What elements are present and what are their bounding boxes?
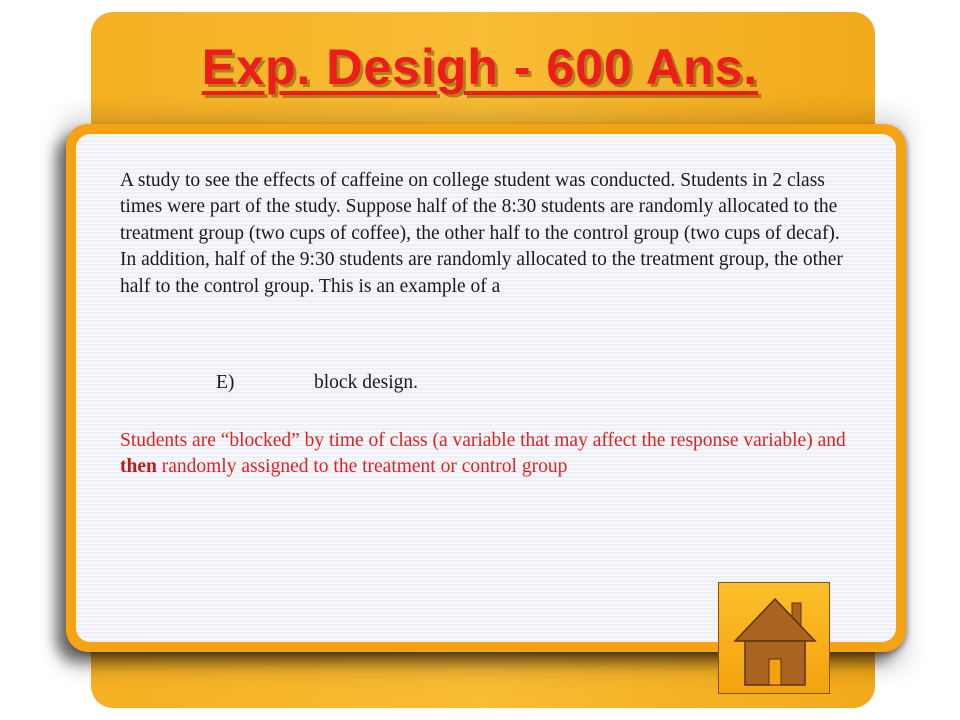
house-icon xyxy=(719,583,831,695)
question-text: A study to see the effects of caffeine on college student was conducted. Students in 2 class times were part of the study. Suppose half of the 8:30 students are randomly allocated to the treatment group (two cups of coffee), the other half to the control group (two cups of decaf). In addition, half of the 9:30 students are randomly allocated to the treatment group, the other half to the control group. This is an example of a xyxy=(120,170,843,297)
explanation-part-2: randomly assigned to the treatment or control group xyxy=(156,456,568,478)
explanation-emphasis: then xyxy=(120,456,157,478)
slide-title: Exp. Desigh - 600 Ans. xyxy=(201,39,759,95)
explanation-part-1: Students are “blocked” by time of class (a variable that may affect the response variable) and xyxy=(120,430,846,451)
answer-letter: E) xyxy=(216,372,235,393)
answer-text: block design. xyxy=(314,372,418,393)
explanation-text xyxy=(120,428,850,481)
home-button[interactable] xyxy=(718,582,830,694)
